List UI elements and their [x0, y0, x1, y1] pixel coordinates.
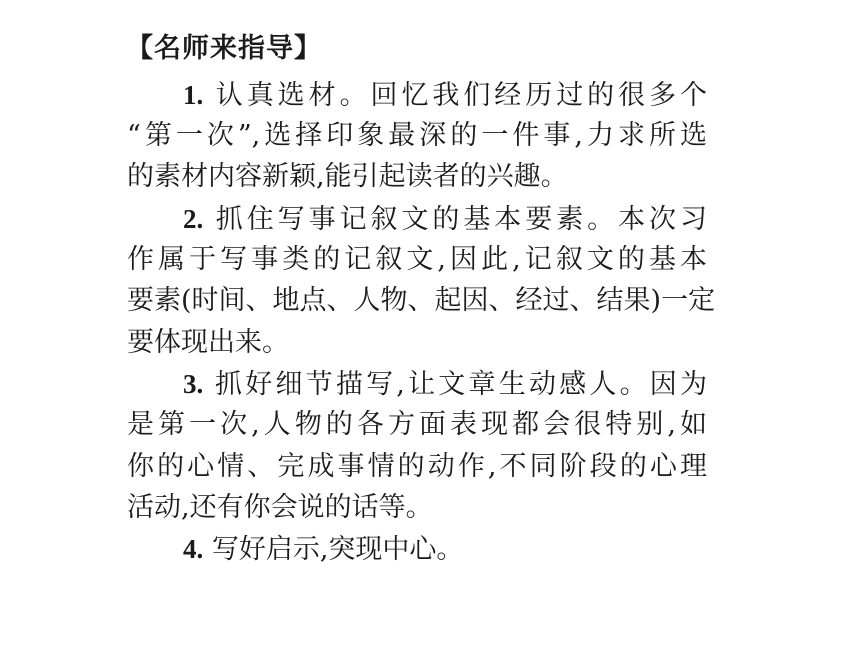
item-2-line-2: 作属于写事类的记叙文,因此,记叙文的基本: [127, 244, 707, 275]
item-4-line-1: 4. 写好启示,突现中心。: [183, 534, 464, 565]
item-1-number: 1.: [183, 80, 204, 110]
item-1-line-2: “第一次”,选择印象最深的一件事,力求所选: [127, 120, 707, 151]
item-4-number: 4.: [183, 534, 204, 564]
item-3-line-1: 3. 抓好细节描写,让文章生动感人。因为: [183, 369, 707, 400]
item-2-line-1: 2. 抓住写事记叙文的基本要素。本次习: [183, 204, 707, 235]
item-3-number: 3.: [183, 369, 204, 399]
item-2-line-4: 要体现出来。: [127, 327, 289, 358]
item-2-line-3: 要素(时间、地点、人物、起因、经过、结果)一定: [127, 285, 716, 316]
item-2-number: 2.: [183, 204, 204, 234]
item-3-line-3: 你的心情、完成事情的动作,不同阶段的心理: [127, 451, 707, 482]
item-3-line-4: 活动,还有你会说的话等。: [127, 492, 433, 523]
item-1-line-3: 的素材内容新颖,能引起读者的兴趣。: [127, 161, 568, 192]
item-1-line-1: 1. 认真选材。回忆我们经历过的很多个: [183, 80, 707, 111]
section-heading: 【名师来指导】: [126, 33, 322, 64]
item-3-line-2: 是第一次,人物的各方面表现都会很特别,如: [127, 409, 707, 440]
